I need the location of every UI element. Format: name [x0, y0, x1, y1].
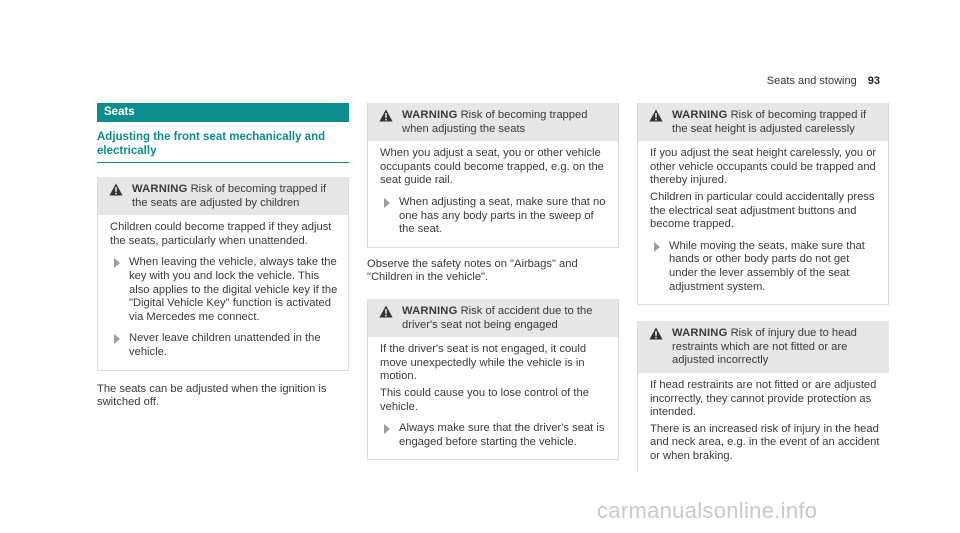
warning-box [367, 299, 619, 460]
warning-text: Risk of accident due to the driver's seat not being engaged [402, 304, 593, 331]
warning-body [638, 141, 888, 304]
warning-header [98, 177, 348, 215]
step-arrow-icon [384, 424, 390, 434]
step-arrow-icon [114, 334, 120, 344]
warning-header [368, 103, 618, 141]
step-item [110, 332, 340, 359]
warning-text: Risk of becoming trapped if the seat height is adjusted carelessly [672, 109, 867, 135]
column-3 [637, 103, 889, 472]
warning-body-text: If you adjust the seat height carelessly, you or other vehicle occupants could be trapped and thereby injured. [650, 147, 877, 187]
subheading: Adjusting the front seat mechanically and electrically [97, 130, 349, 163]
step-arrow-icon [654, 242, 660, 252]
warning-header [638, 321, 889, 373]
page-number: 93 [867, 75, 880, 87]
warning-body [368, 141, 618, 247]
step-item [650, 240, 880, 294]
section-title: Seats [97, 103, 349, 122]
step-item [380, 196, 610, 237]
warning-body [638, 373, 889, 473]
warning-label: WARNING [672, 327, 728, 340]
watermark-logo: carmanualsonline.info [597, 498, 818, 523]
running-header [767, 75, 880, 89]
step-text: While moving the seats, make sure that hands or other body parts do not get under the lever assembly of the seat adjustment system. [669, 239, 865, 293]
warning-header [368, 299, 618, 337]
step-item [380, 422, 610, 449]
warning-label: WARNING [672, 109, 728, 121]
warning-body-text: When you adjust a seat, you or other vehicle occupants could become trapped, e.g. on the seat guide rail. [380, 147, 604, 187]
warning-label: WARNING [132, 183, 188, 195]
warning-label: WARNING [402, 304, 458, 317]
warning-text: Risk of becoming trapped if the seats are adjusted by children [132, 183, 327, 209]
warning-body-text: Children in particular could accidentally press the electrical seat adjustment buttons and become trapped. [650, 190, 875, 231]
warning-header [638, 103, 888, 141]
warning-triangle-icon [109, 183, 123, 196]
column-2 [367, 103, 619, 460]
step-arrow-icon [114, 258, 120, 268]
step-text: Always make sure that the driver's seat is engaged before starting the vehicle. [399, 422, 605, 448]
step-text: When leaving the vehicle, always take the key with you and lock the vehicle. This also applies to the digital vehicle key if the "Digital Vehicle Key" function is activated via Mercedes me connect. [129, 256, 338, 323]
warning-triangle-icon [379, 109, 393, 122]
warning-box [367, 103, 619, 248]
paragraph: The seats can be adjusted when the ignition is switched off. [97, 382, 327, 409]
warning-body-text: This could cause you to lose control of the vehicle. [380, 386, 589, 413]
warning-body [368, 337, 618, 459]
step-text: Never leave children unattended in the vehicle. [129, 332, 321, 358]
header-title: Seats and stowing [766, 75, 857, 87]
warning-text: Risk of becoming trapped when adjusting the seats [402, 109, 588, 135]
paragraph: Observe the safety notes on "Airbags" and "Children in the vehicle". [367, 257, 578, 284]
warning-box [97, 177, 349, 371]
warning-box [637, 321, 889, 472]
column-1 [97, 103, 349, 410]
warning-body-text: If head restraints are not fitted or are adjusted incorrectly, they cannot provide protection as intended. [650, 378, 877, 419]
step-item [110, 256, 340, 324]
warning-body-text: There is an increased risk of injury in the head and neck area, e.g. in the event of an accident or when braking. [650, 422, 880, 462]
warning-body-text: If the driver's seat is not engaged, it could move unexpectedly while the vehicle is in motion. [380, 343, 587, 383]
warning-body [98, 215, 348, 369]
warning-body-text: Children could become trapped if they adjust the seats, particularly when unattended. [110, 221, 332, 247]
warning-triangle-icon [649, 109, 663, 122]
step-text: When adjusting a seat, make sure that no one has any body parts in the sweep of the seat. [399, 195, 606, 236]
warning-triangle-icon [379, 305, 393, 318]
warning-label: WARNING [402, 109, 458, 121]
step-arrow-icon [384, 198, 390, 208]
warning-text: Risk of injury due to head restraints which are not fitted or are adjusted incorrectly [672, 327, 857, 367]
warning-box [637, 103, 889, 305]
warning-triangle-icon [649, 327, 663, 340]
